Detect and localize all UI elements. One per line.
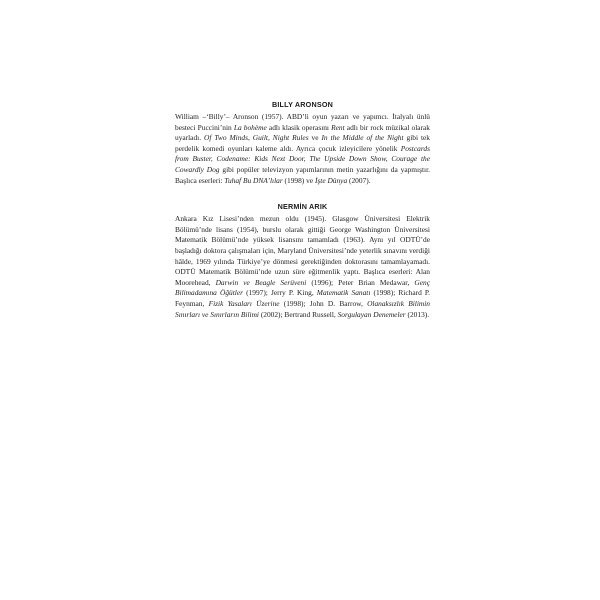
bio-paragraph [175, 214, 430, 320]
bio-section-aronson [175, 100, 430, 186]
italic-title-text: Sorgulayan Denemeler [337, 309, 406, 319]
bio-section-arik [175, 202, 430, 320]
body-text: ve [308, 133, 322, 143]
body-text: (1998); Richard P. Feynman, [175, 288, 431, 308]
body-text: (1998) ve [282, 175, 315, 185]
italic-title-text: Tuhaf Bu DNA’lılar [224, 175, 283, 185]
italic-title-text: La bohème [233, 122, 267, 132]
italic-title-text: Olanaksızlık Bilimin Sınırları ve Sınırların Bilimi [175, 298, 431, 319]
body-text: gibi tek perdelik komedi oyunları kaleme aldı. Ayrıca çocuk izleyicilere yönelik [175, 133, 430, 153]
italic-title-text: Of Two Minds, Guilt, Night Rules [204, 133, 309, 143]
body-text: Ankara Kız Lisesi’nden mezun oldu (1945). Glasgow Üniversitesi Elektrik Bölümü’nde lisans (1954), burslu olarak gittiği George Washington Üniversitesi Matematik Bölümü’nde yüksek lisansını tamamladı (1963). Aynı yıl ODTÜ’de başladığı doktora çalışmaları için, Maryland Üniversitesi’nde yeterlik sınavını verdiği hâlde, 1969 yılında Türkiye’ye dönmesi gerektiğinden doktorasını tamamlayamadı. ODTÜ Matematik Bölümü’nde uzun süre eğitmenlik yaptı. Başlıca eserleri: Alan Moorehead, [175, 214, 430, 287]
body-text: William –‘Billy’– Aronson (1957). ABD’li oyun yazarı ve yapımcı. İtalyalı ünlü besteci Puccini’nin [175, 112, 430, 132]
body-text: (2002); Bertrand Russell, [258, 309, 338, 319]
text-column [175, 100, 430, 336]
italic-title-text: Genç Bilimadamına Öğütler [175, 277, 430, 298]
section-heading: NERMİN ARIK [277, 202, 328, 212]
italic-title-text: Fizik Yasaları Üzerine [208, 298, 280, 308]
italic-title-text: Darwin ve Beagle Serüveni [215, 277, 307, 287]
italic-title-text: Postcards from Buster, Codename: Kids Next Door, The Upside Down Show, Courage the Cowardly Dog [175, 143, 430, 174]
italic-title-text: In the Middle of the Night [321, 133, 404, 143]
italic-title-text: İşte Dünya [314, 175, 348, 185]
body-text: (1997); Jerry P. King, [242, 288, 317, 298]
body-text: (2007). [347, 175, 371, 185]
body-text: (2013). [405, 309, 430, 319]
body-text: (1996); Peter Brian Medawar, [306, 277, 415, 287]
body-text: (1998); John D. Barrow, [279, 298, 368, 308]
section-heading: BILLY ARONSON [271, 100, 334, 109]
body-text: gibi popüler televizyon yapımlarının metin yazarlığını da yapmıştır. Başlıca eserleri: [175, 164, 430, 185]
body-text: adlı klasik operasını [266, 122, 332, 132]
bio-paragraph [175, 112, 430, 186]
body-text: adlı bir rock müzikal olarak uyarladı. [175, 122, 431, 143]
italic-title-text: Matematik Sanatı [316, 288, 371, 298]
italic-title-text: Rent [331, 122, 345, 132]
